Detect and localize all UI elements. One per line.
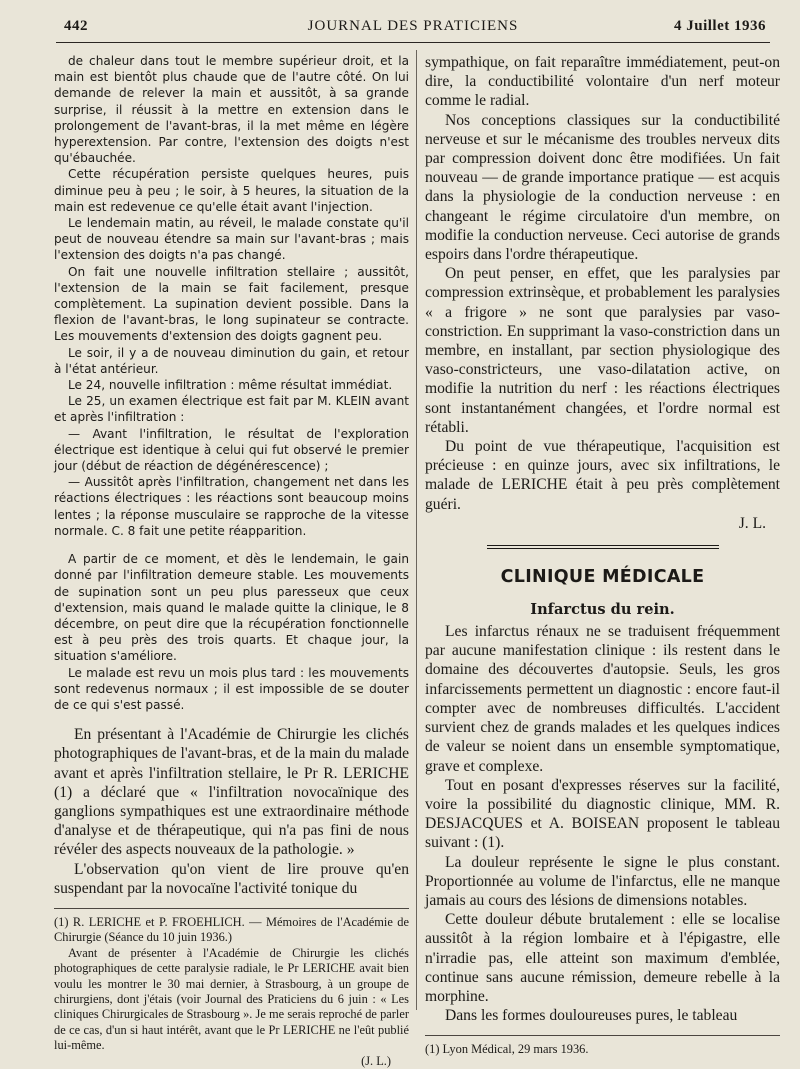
author-signature: J. L.: [738, 514, 766, 532]
paragraph: — Avant l'infiltration, le résultat de l'exploration électrique est identique à celui qui fut observé le premier jour (début de réaction de dégénérescence) ;: [54, 426, 409, 474]
footnotes: [425, 1042, 780, 1057]
paragraph: Le malade est revu un mois plus tard : les mouvements sont redevenus normaux ; il est impossible de se douter de ce qui s'est passé.: [54, 665, 409, 712]
column-divider: [416, 50, 417, 1010]
left-column: [54, 53, 409, 1069]
footnote-signature: (J. L.): [361, 1053, 391, 1068]
footnote: (1) R. LERICHE et P. FROEHLICH. — Mémoires de l'Académie de Chirurgie (Séance du 10 juin 1936.): [54, 914, 409, 945]
paragraph: La douleur représente le signe le plus constant. Proportionnée au volume de l'infarctus, elle ne manque jamais au cours des lésions de dimensions notables.: [425, 853, 780, 909]
paragraph: A partir de ce moment, et dès le lendemain, le gain donné par l'infiltration demeure stable. Les mouvements de supination sont un peu plus paresseux que ceux d'extension, mais quand le malade quitte la clinique, le 8 décembre, on peut dire que la récupération fonctionnelle est à peu près des trois quarts. Et chaque jour, la situation s'améliore.: [54, 552, 409, 664]
paragraph: L'observation qu'on vient de lire prouve qu'en suspendant par la novocaïne l'activité tonique du: [54, 860, 409, 897]
paragraph: On fait une nouvelle infiltration stellaire ; aussitôt, l'extension de la main se fait facilement, presque complètement. La supination devient possible. Dans la flexion de l'avant-bras, le long supinateur se contracte. Les mouvements d'extension des doigts gagnent peu.: [54, 264, 409, 344]
issue-date: 4 Juillet 1936: [674, 18, 766, 34]
paragraph: Nos conceptions classiques sur la conductibilité nerveuse et sur le mécanisme des troubles nerveux dits par compression doivent donc être modifiées. Un fait nouveau — de grande importance pratique — est acquis dans la physiologie de la conduction nerveuse : en changeant le régime circulatoire d'un membre, on modifie la conduction nerveuse. Ceci autorise de grands espoirs dans l'ordre thérapeutique.: [425, 111, 780, 264]
footnote-rule: [425, 1035, 780, 1036]
paragraph: Le soir, il y a de nouveau diminution du gain, et retour à l'état antérieur.: [54, 345, 409, 376]
article-text: [425, 622, 780, 1025]
page-header: [56, 12, 770, 43]
footnotes: [54, 915, 409, 1069]
footnote: (1) Lyon Médical, 29 mars 1936.: [425, 1042, 589, 1057]
paragraph: Dans les formes douloureuses pures, le tableau: [445, 1007, 738, 1025]
section-rule: [487, 545, 719, 549]
footnote-rule: [54, 908, 409, 909]
section-title: CLINIQUE MÉDICALE: [500, 567, 705, 588]
paragraph: Cette douleur débute brutalement : elle se localise aussitôt à la région lombaire et à l'épigastre, elle n'irradie pas, elle atteint son maximum d'emblée, continue sans aucune rémission, demeure rebelle à la morphine.: [425, 911, 780, 1005]
article-title: Infarctus du rein.: [530, 601, 675, 619]
observation-text: [54, 53, 409, 713]
spacer: [54, 539, 409, 551]
right-column: [425, 53, 780, 1058]
journal-title: JOURNAL DES PRATICIENS: [307, 18, 519, 34]
commentary-text: [54, 725, 409, 898]
continued-text: [425, 53, 780, 533]
paragraph: de chaleur dans tout le membre supérieur droit, et la main est bientôt plus chaude que de l'autre côté. On lui demande de relever la main et aussitôt, à sa grande surprise, il réussit à la mettre en extension dans le prolongement de l'avant-bras, il la met même en légère hyperextension. Par contre, l'extension des doigts n'est qu'ébauchée.: [54, 54, 409, 166]
paragraph: On peut penser, en effet, que les paralysies par compression extrinsèque, et probablement les paralysies « a frigore » ne sont que paralysies par vaso-constriction. En supprimant la vaso-constriction dans un membre, en installant, par section physiologique des vaso-constricteurs, une vaso-dilatation active, on modifie la nutrition du nerf : les réactions électriques sont instantanément changées, et l'ordre normal est rétabli.: [425, 265, 780, 436]
footnote: Avant de présenter à l'Académie de Chirurgie les clichés photographiques de cette paralysie radiale, le Pr LERICHE avait bien voulu les montrer le 30 mai dernier, à Strasbourg, à un groupe de chirurgiens, dont j'étais (voir Journal des Praticiens du 6 juin : « Les cliniques Chirurgicales de Strasbourg ». Je me serais reproché de parler de ce cas, d'un si haut intérêt, avant que le Pr LERICHE ne l'eût publié lui-même.: [54, 945, 409, 1053]
page-number: 442: [64, 18, 88, 34]
paragraph: Le 25, un examen électrique est fait par M. KLEIN avant et après l'infiltration :: [54, 394, 409, 425]
signature-line: [425, 514, 780, 533]
paragraph: En présentant à l'Académie de Chirurgie les clichés photographiques de l'avant-bras, et de la main du malade avant et après l'infiltration stellaire, le Pr R. LERICHE (1) a déclaré que « l'infiltration novocaïnique des ganglions sympathiques est une extraordinaire méthode d'analyse et de thérapeutique, qui n'a pas fini de nous révéler des aspects nouveaux de la pathologie. »: [54, 726, 409, 859]
paragraph: Tout en posant d'expresses réserves sur la facilité, voire la possibilité du diagnostic clinique, MM. R. DESJACQUES et A. BOISEAN proposent le tableau suivant : (1).: [425, 776, 780, 852]
paragraph: Le lendemain matin, au réveil, le malade constate qu'il peut de nouveau étendre sa main sur l'avant-bras ; mais l'extension des doigts n'a pas changé.: [54, 216, 409, 263]
paragraph: Cette récupération persiste quelques heures, puis diminue peu à peu ; le soir, à 5 heures, la situation de la main est redevenue ce qu'elle était avant l'injection.: [54, 167, 409, 214]
spacer: [54, 713, 409, 725]
paragraph: — Aussitôt après l'infiltration, changement net dans les réactions électriques : les réactions sont beaucoup moins lentes ; la réponse musculaire se rapproche de la vitesse normale. C. 8 fait une petite réapparition.: [54, 475, 409, 538]
paragraph: Du point de vue thérapeutique, l'acquisition est précieuse : en quinze jours, avec six infiltrations, le malade de LERICHE était à peu près complètement guéri.: [425, 438, 780, 513]
paragraph: Le 24, nouvelle infiltration : même résultat immédiat.: [68, 378, 393, 393]
paragraph: Les infarctus rénaux ne se traduisent fréquemment par aucune manifestation clinique : ils restent dans le domaine des découvertes d'autopsie. Seuls, les gros infarcissements permettent un diagnostic : encore faut-il compter avec de nombreuses difficultés. L'accident survient chez de grands malades et les quelques indices de valeur se noient dans un ensemble symptomatique, grave et complexe.: [425, 623, 780, 775]
paragraph: sympathique, on fait reparaître immédiatement, peut-on dire, la conductibilité volontaire d'un nerf moteur comme le radial.: [425, 54, 780, 110]
